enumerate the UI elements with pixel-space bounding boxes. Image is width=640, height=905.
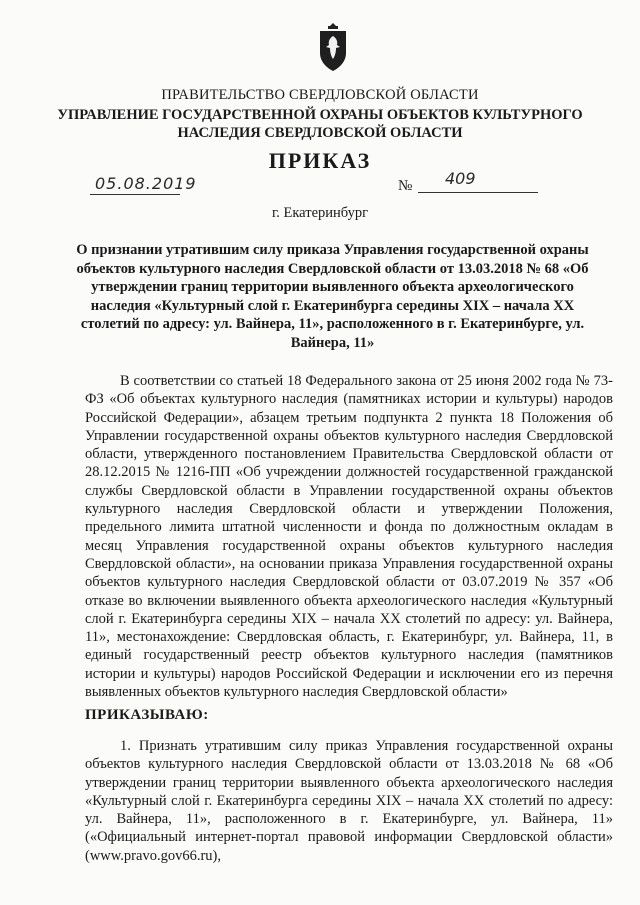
order-heading: ПРИКАЗЫВАЮ:: [85, 707, 209, 723]
department-line-2: НАСЛЕДИЯ СВЕРДЛОВСКОЙ ОБЛАСТИ: [177, 125, 463, 141]
city: г. Екатеринбург: [271, 205, 369, 221]
coat-of-arms-icon: [318, 22, 348, 72]
preamble-paragraph: В соответствии со статьей 18 Федерального закона от 25 июня 2002 года № 73-ФЗ «Об объектах культурного наследия (памятниках истории и культуры) народов Российской Федерации», абзацем третьим подпункта 2 пункта 18 Положения об Управлении государственной охраны объектов культурного наследия Свердловской области, утвержденного постановлением Правительства Свердловской области от 28.12.2015 № 1216-ПП «Об учреждении должностей государственной гражданской службы Свердловской области в Управлении государственной охраны объектов культурного наследия Свердловской области и утверждении Положения, предельного лимита штатной численности и фонда по должностным окладам в месяц Управления государственной охраны объектов культурного наследия Свердловской области», на основании приказа Управления государственной охраны объектов культурного наследия Свердловской области от 03.07.2019 № 357 «Об отказе во включении выявленного объекта археологического наследия «Культурный слой г. Екатеринбурга середины XIX – начала XX столетий по адресу: ул. Вайнера, 11», местонахождение: Свердловская область, г. Екатеринбург, ул. Вайнера, 11, в единый государственный реестр объектов культурного наследия (памятников истории и культуры) народов Российской Федерации и исключении его из перечня выявленных объектов культурного наследия Свердловской области»: [85, 373, 613, 701]
government-name: ПРАВИТЕЛЬСТВО СВЕРДЛОВСКОЙ ОБЛАСТИ: [161, 87, 479, 103]
number-underline: [418, 192, 538, 193]
date-underline: [90, 194, 180, 195]
document-type: ПРИКАЗ: [268, 148, 372, 173]
handwritten-number: 409: [445, 169, 476, 188]
handwritten-date: 05.08.2019: [95, 174, 197, 193]
department-name: [0, 106, 640, 142]
order-title: О признании утратившим силу приказа Управления государственной охраны объектов культурного наследия Свердловской области от 13.03.2018 № 68 «Об утверждении границ территории выявленного объекта археологического наследия «Культурный слой г. Екатеринбурга середины XIX – начала XX столетий по адресу: ул. Вайнера, 11», расположенного в г. Екатеринбурге, ул. Вайнера, 11»: [76, 242, 589, 351]
department-line-1: УПРАВЛЕНИЕ ГОСУДАРСТВЕННОЙ ОХРАНЫ ОБЪЕКТОВ КУЛЬТУРНОГО: [57, 107, 583, 123]
order-item-1: 1. Признать утратившим силу приказ Управления государственной охраны объектов культурного наследия Свердловской области от 13.03.2018 № 68 «Об утверждении границ территории выявленного объекта археологического наследия «Культурный слой г. Екатеринбурга середины XIX – начала XX столетий по адресу: ул. Вайнера, 11», расположенного в г. Екатеринбурге, ул. Вайнера, 11» («Официальный интернет-портал правовой информации Свердловской области» (www.pravo.gov66.ru),: [85, 738, 613, 864]
number-label: №: [398, 178, 413, 194]
